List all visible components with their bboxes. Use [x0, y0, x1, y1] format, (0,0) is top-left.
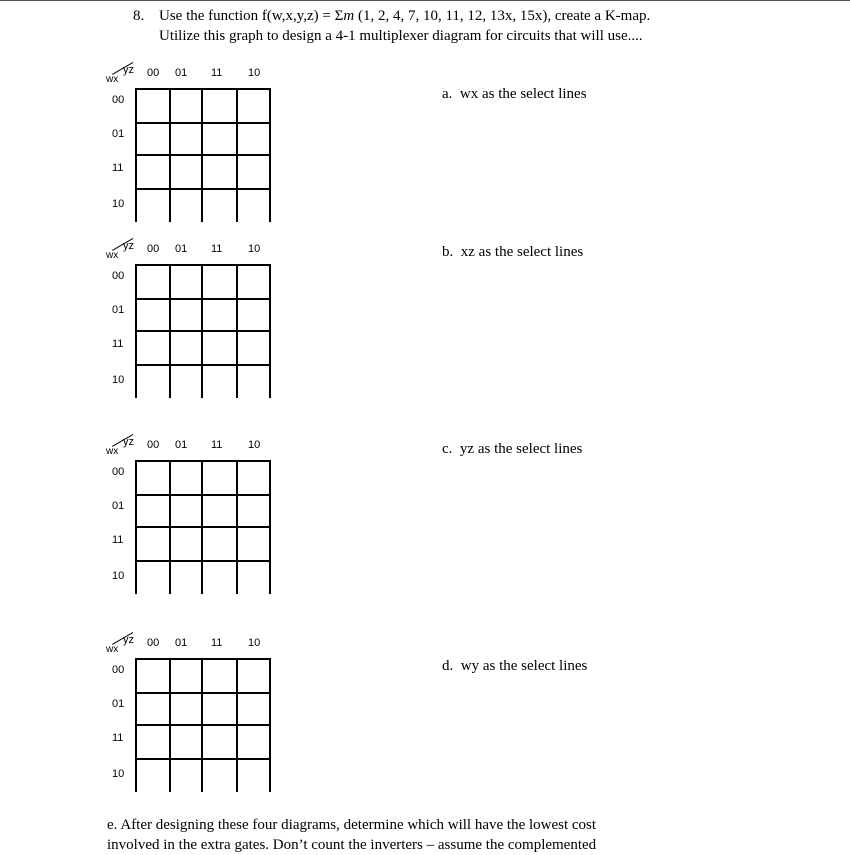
part-b [442, 244, 583, 261]
kmap-row-label: 11 [112, 162, 124, 174]
kmap-grid-line [135, 88, 269, 90]
kmap-grid-line [135, 122, 269, 124]
part-e-line-1 [107, 815, 727, 835]
kmap-row-variable: wx [106, 250, 119, 261]
kmap-1 [0, 64, 300, 230]
part-label: d. [442, 658, 454, 674]
kmap-col-label: 00 [147, 637, 160, 649]
kmap-row-label: 01 [112, 698, 125, 710]
question-text-m: m [343, 8, 355, 24]
part-label: c. [442, 441, 453, 457]
part-label: a. [442, 86, 453, 102]
kmap-row-label: 11 [112, 338, 124, 350]
kmap-col-label: 01 [175, 439, 188, 451]
kmap-col-variable: yz [123, 240, 134, 252]
part-d [442, 658, 587, 675]
kmap-grid-line [135, 154, 269, 156]
kmap-col-label: 11 [211, 67, 223, 79]
kmap-col-label: 01 [175, 243, 188, 255]
kmap-3 [0, 436, 300, 602]
kmap-col-label: 10 [248, 439, 261, 451]
kmap-col-variable: yz [123, 634, 134, 646]
kmap-row-label: 00 [112, 664, 125, 676]
part-a [442, 86, 587, 103]
kmap-row-label: 10 [112, 374, 125, 386]
kmap-row-label: 10 [112, 198, 125, 210]
question-8 [133, 6, 650, 46]
part-text: xz as the select lines [460, 244, 584, 260]
kmap-col-label: 11 [211, 637, 223, 649]
kmap-grid-line [135, 658, 269, 660]
part-text: wx as the select lines [459, 86, 587, 102]
kmap-col-label: 00 [147, 67, 160, 79]
kmap-row-label: 10 [112, 570, 125, 582]
kmap-4 [0, 634, 300, 800]
kmap-grid-line [135, 460, 269, 462]
kmap-row-variable: wx [106, 644, 119, 655]
question-line-2: Utilize this graph to design a 4-1 multiplexer diagram for circuits that will use.... [159, 28, 643, 44]
part-label: b. [442, 244, 454, 260]
kmap-row-variable: wx [106, 446, 119, 457]
kmap-row-label: 00 [112, 94, 125, 106]
kmap-grid-line [135, 494, 269, 496]
question-text-a: Use the function f(w,x,y,z) = Σ [159, 8, 344, 24]
kmap-row-label: 00 [112, 466, 125, 478]
kmap-grid-line [135, 692, 269, 694]
kmap-col-label: 11 [211, 243, 223, 255]
kmap-grid-line [135, 560, 269, 562]
part-text: wy as the select lines [460, 658, 588, 674]
kmap-col-label: 01 [175, 637, 188, 649]
question-line-1 [133, 6, 650, 26]
kmap-col-label: 00 [147, 439, 160, 451]
kmap-grid-line [269, 460, 271, 594]
part-c [442, 441, 582, 458]
kmap-grid-line [135, 724, 269, 726]
part-label: e. [107, 817, 118, 833]
kmap-grid-line [135, 264, 269, 266]
kmap-col-label: 11 [211, 439, 223, 451]
kmap-col-label: 01 [175, 67, 188, 79]
kmap-col-label: 10 [248, 637, 261, 649]
kmap-row-label: 10 [112, 768, 125, 780]
question-text-b: (1, 2, 4, 7, 10, 11, 12, 13x, 15x), create a K-map. [354, 8, 651, 24]
kmap-row-label: 11 [112, 732, 124, 744]
kmap-col-variable: yz [123, 64, 134, 76]
kmap-grid-line [135, 188, 269, 190]
kmap-row-label: 11 [112, 534, 124, 546]
kmap-grid-line [269, 658, 271, 792]
kmap-row-label: 00 [112, 270, 125, 282]
kmap-grid-line [135, 758, 269, 760]
kmap-grid-line [135, 330, 269, 332]
kmap-col-variable: yz [123, 436, 134, 448]
kmap-col-label: 00 [147, 243, 160, 255]
kmap-row-label: 01 [112, 500, 125, 512]
part-e [107, 815, 727, 855]
kmap-grid-line [269, 88, 271, 222]
kmap-grid-line [135, 364, 269, 366]
kmap-row-label: 01 [112, 128, 125, 140]
kmap-grid-line [135, 526, 269, 528]
kmap-grid-line [135, 298, 269, 300]
kmap-2 [0, 240, 300, 406]
part-e-line-2: involved in the extra gates. Don’t count the inverters – assume the complemented [107, 837, 597, 853]
kmap-grid-line [269, 264, 271, 398]
kmap-row-variable: wx [106, 74, 119, 85]
kmap-row-label: 01 [112, 304, 125, 316]
part-text: After designing these four diagrams, determine which will have the lowest cost [120, 817, 597, 833]
top-rule [0, 0, 850, 1]
kmap-col-label: 10 [248, 243, 261, 255]
part-text: yz as the select lines [459, 441, 583, 457]
question-number: 8. [133, 8, 145, 24]
kmap-col-label: 10 [248, 67, 261, 79]
